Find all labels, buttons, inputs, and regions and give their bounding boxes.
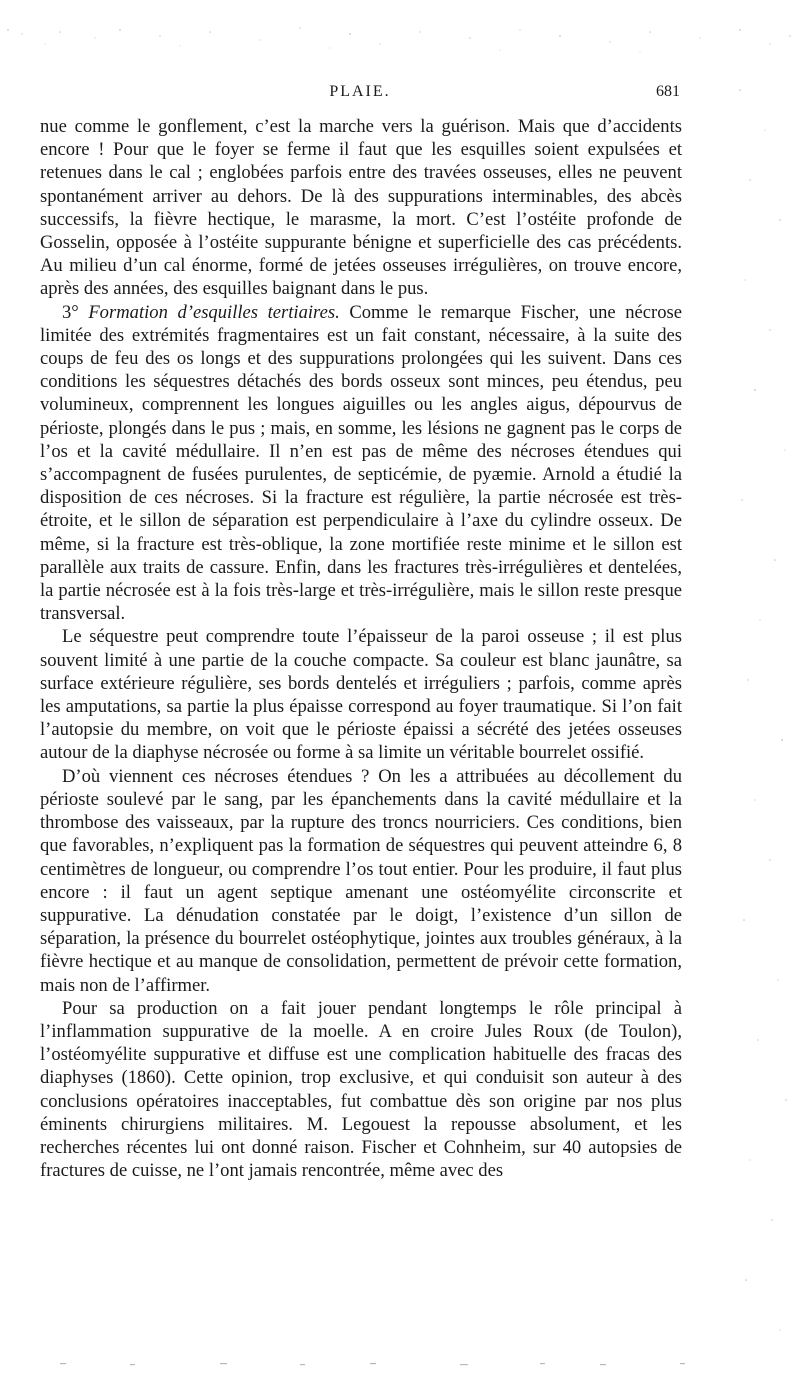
paragraph-text: nue comme le gonflement, c’est la marche vers la guérison. Mais que d’accidents encore ! Pour que le foyer se ferme il faut que les esquilles soient expulsées et retenues dans le cal ; englobées parfois entre des travées osseuses, elles ne peuvent spontanément arriver au dehors. De là des suppurations interminables, des abcès successifs, la fièvre hectique, le marasme, la mort. C’est l’ostéite profonde de Gosselin, opposée à l’ostéite suppurante bénigne et superficielle des cas précédents. Au milieu d’un cal énorme, formé de jetées osseuses irrégulières, on trouve encore, après des années, des esquilles baignant dans le pus. bbox=[40, 116, 682, 300]
paragraph-3 bbox=[40, 625, 682, 764]
paragraph-text: Le séquestre peut comprendre toute l’épaisseur de la paroi osseuse ; il est plus souvent limité à une partie de la couche compacte. Sa couleur est blanc jaunâtre, sa surface extérieure régulière, ses bords dentelés et irréguliers ; parfois, comme après les amputations, sa partie la plus épaisse correspond au foyer traumatique. Si l’on fait l’autopsie du membre, on voit que le périoste épaissi a sécrété des jetées osseuses autour de la diaphyse nécrosée ou forme à sa limite un véritable bourrelet ossifié. bbox=[40, 626, 682, 764]
section-heading: Formation d’esquilles tertiaires. bbox=[88, 301, 340, 323]
scan-noise-bottom bbox=[40, 1355, 740, 1375]
paragraph-5 bbox=[40, 997, 682, 1183]
section-number: 3° bbox=[62, 301, 79, 323]
paragraph-1 bbox=[40, 115, 682, 301]
paragraph-2 bbox=[40, 301, 682, 626]
page-header bbox=[40, 83, 680, 109]
paragraph-4 bbox=[40, 765, 682, 997]
running-title: PLAIE. bbox=[329, 83, 391, 100]
scan-noise-top bbox=[0, 14, 800, 74]
paragraph-text: Comme le remarque Fischer, une nécrose limitée des extrémités fragmentaires est un fait constant, nécessaire, à la suite des coups de feu des os longs et des suppurations prolongées qui les suivent. Dans ces conditions les séquestres détachés des bords osseux sont minces, peu étendus, peu volumineux, comprennent les longues aiguilles ou les angles aigus, dépourvus de périoste, plongés dans le pus ; mais, en somme, les lésions ne gagnent pas le corps de l’os et la cavité médullaire. Il n’en est pas de même des nécroses étendues qui s’accompagnent de fusées purulentes, de septicémie, de pyæmie. Arnold a étudié la disposition de ces nécroses. Si la fracture est régulière, la partie nécrosée est très-étroite, et le sillon de séparation est perpendiculaire à l’axe du cylindre osseux. De même, si la fracture est très-oblique, la zone mortifiée reste minime et le sillon est parallèle aux traits de cassure. Enfin, dans les fractures très-irrégulières et dentelées, la partie nécrosée est à la fois très-large et très-irrégulière, mais le sillon reste presque transversal. bbox=[40, 301, 683, 625]
scan-noise-right bbox=[720, 70, 800, 1370]
paragraph-text: D’où viennent ces nécroses étendues ? On les a attribuées au décollement du périoste soulevé par le sang, par les épanchements dans la cavité médullaire et la thrombose des vaisseaux, par la rupture des troncs nourriciers. Ces conditions, bien que favorables, n’expliquent pas la formation de séquestres qui peuvent atteindre 6, 8 centimètres de longueur, ou comprendre l’os tout entier. Pour les produire, il faut plus encore : il faut un agent septique amenant une ostéomyélite circonscrite et suppurative. La dénudation constatée par le doigt, l’existence d’un sillon de séparation, la présence du bourrelet ostéophytique, jointes aux troubles généraux, à la fièvre hectique et au manque de consolidation, permettent de prévoir cette formation, mais non de l’affirmer. bbox=[40, 765, 682, 996]
body-text bbox=[40, 115, 682, 1182]
paragraph-text: Pour sa production on a fait jouer pendant longtemps le rôle principal à l’inflammation suppurative de la moelle. A en croire Jules Roux (de Toulon), l’ostéomyélite suppurative et diffuse est une complication habituelle des fracas des diaphyses (1860). Cette opinion, trop exclusive, et qui conduisit son auteur à des conclusions opératoires inacceptables, fut combattue dès son origine par nos plus éminents chirurgiens militaires. M. Legouest la repousse absolument, et les recherches récentes lui ont donné raison. Fischer et Cohnheim, sur 40 autopsies de fractures de cuisse, ne l’ont jamais rencontrée, même avec des bbox=[40, 997, 682, 1182]
page-number: 681 bbox=[656, 83, 680, 100]
